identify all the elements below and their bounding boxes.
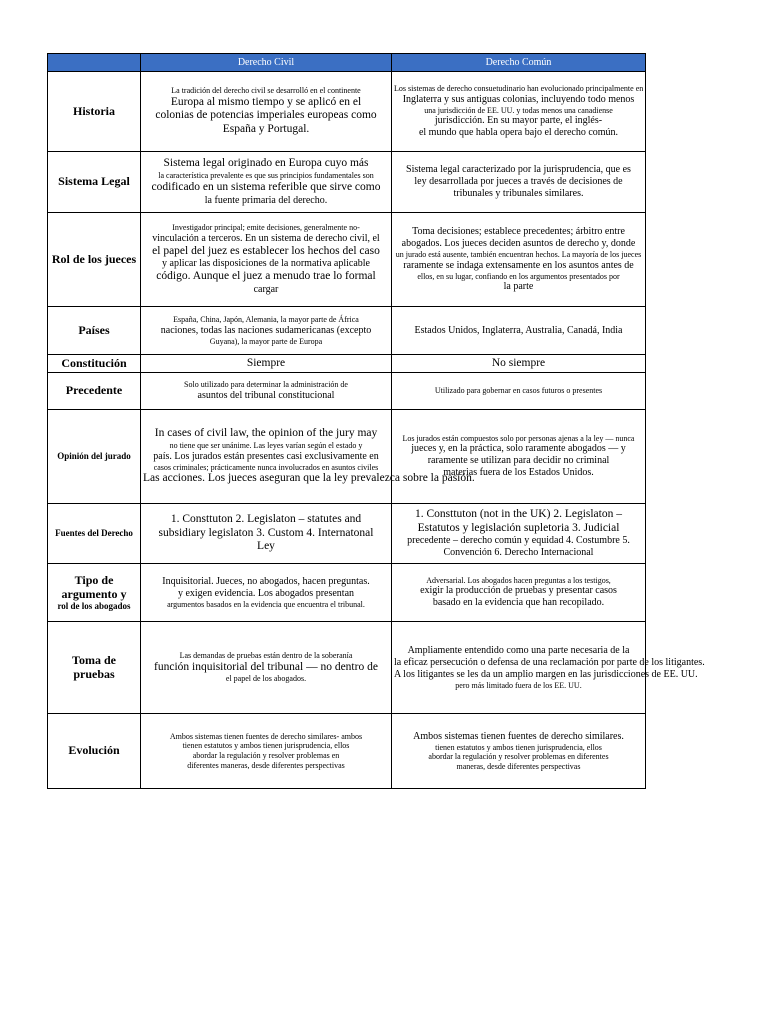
text-line: Los jurados están compuestos solo por personas ajenas a la ley — nunca (402, 433, 635, 443)
text-line: la característica prevalente es que sus principios fundamentales son (158, 171, 374, 181)
comun-cell-tipo-de-argumento (392, 564, 646, 622)
text-line: precedente – derecho común y equidad 4. Costumbre 5. (407, 535, 630, 547)
row-tipo-de-argumento (48, 564, 646, 622)
text-line: basado en la evidencia que han recopilado. (432, 597, 605, 609)
civil-cell-precedente (141, 373, 392, 410)
text-line: subsidiary legislaton 3. Custom 4. Internatonal (158, 526, 374, 539)
text-line: Convención 6. Derecho Internacional (443, 547, 594, 559)
text-line: rol de los abogados (57, 601, 131, 612)
text-line: Europa al mismo tiempo y se aplicó en el (170, 95, 362, 108)
row-sistema-legal (48, 152, 646, 213)
text-line: Siempre (246, 356, 286, 369)
text-line: In cases of civil law, the opinion of the jury may (154, 427, 378, 440)
text-line: Inglaterra y sus antiguas colonias, incluyendo todo menos (402, 93, 635, 105)
row-constitucion (48, 355, 646, 373)
text-line: tribunales y tribunales similares. (453, 188, 584, 199)
text-line: la eficaz persecución o defensa de una reclamación por parte de los litigantes. (394, 656, 705, 668)
text-line: Las acciones. Los jueces aseguran que la ley prevalezca sobre la pasión. (143, 472, 475, 485)
text-line: Sistema legal caracterizado por la jurisprudencia, que es (406, 164, 631, 175)
comun-cell-toma-de-pruebas (392, 622, 705, 714)
comun-cell-paises (392, 307, 646, 355)
comun-cell-evolucion (392, 714, 646, 789)
civil-cell-opinion-del-jurado (141, 410, 475, 504)
text-line: pero más limitado fuera de los EE. UU. (455, 680, 582, 690)
text-line: España y Portugal. (222, 123, 310, 136)
row-precedente (48, 373, 646, 410)
text-line: La tradición del derecho civil se desarrolló en el continente (171, 86, 361, 95)
text-line: raramente se indaga extensamente en los asuntos antes de (403, 259, 634, 271)
text-line: A los litigantes se les da un amplio margen en las jurisdicciones de EE. UU. (394, 668, 698, 680)
comun-cell-fuentes-del-derecho (392, 504, 646, 564)
text-line: la parte (503, 281, 534, 293)
civil-cell-toma-de-pruebas (141, 622, 392, 714)
comun-cell-opinion-del-jurado (392, 410, 646, 504)
text-line: Sistema legal originado en Europa cuyo más (163, 157, 369, 170)
row-fuentes-del-derecho (48, 504, 646, 564)
row-label-evolucion: Evolución (48, 714, 141, 789)
text-line: cargar (253, 284, 279, 296)
civil-cell-paises (141, 307, 392, 355)
comun-cell-sistema-legal (392, 152, 646, 213)
text-line: tienen estatutos y ambos tienen jurisprudencia, ellos (182, 741, 350, 751)
comun-cell-precedente (392, 373, 646, 410)
text-line: Adversarial. Los abogados hacen preguntas a los testigos, (426, 575, 611, 585)
text-line: Los sistemas de derecho consuetudinario han evolucionado principalmente en (394, 83, 644, 93)
row-label-tipo-de-argumento (48, 564, 141, 622)
text-line: colonias de potencias imperiales europeas como (155, 109, 377, 122)
row-label-opinion-del-jurado: Opinión del jurado (48, 410, 141, 504)
civil-cell-evolucion (141, 714, 392, 789)
text-line: materias fuera de los Estados Unidos. (443, 467, 594, 479)
row-label-constitucion: Constitución (48, 355, 141, 373)
text-line: función inquisitorial del tribunal — no dentro de (154, 660, 378, 673)
header-derecho-comun: Derecho Común (392, 54, 646, 72)
text-line: 1. Consttuton 2. Legislaton – statutes and (170, 512, 362, 525)
civil-cell-historia (141, 72, 392, 152)
row-toma-de-pruebas (48, 622, 646, 714)
text-line: y aplicar las disposiciones de la normativa aplicable (162, 258, 370, 270)
text-line: naciones, todas las naciones sudamericanas (excepto (160, 324, 372, 336)
text-line: Ley (257, 540, 275, 553)
text-line: No siempre (491, 356, 546, 369)
text-line: país. Los jurados están presentes casi exclusivamente en (153, 450, 379, 462)
row-label-fuentes-del-derecho: Fuentes del Derecho (48, 504, 141, 564)
text-line: Guyana), la mayor parte de Europa (209, 336, 323, 346)
text-line: el papel del juez es establecer los hechos del caso (152, 244, 380, 257)
text-line: vinculación a terceros. En un sistema de derecho civil, el (152, 232, 380, 244)
civil-cell-fuentes-del-derecho (141, 504, 392, 564)
text-line: Ampliamente entendido como una parte necesaria de la (407, 644, 630, 656)
header-derecho-civil: Derecho Civil (141, 54, 392, 72)
text-line: no tiene que ser unánime. Las leyes varían según el estado y (169, 440, 363, 450)
civil-cell-sistema-legal (141, 152, 392, 213)
text-line: exigir la producción de pruebas y presentar casos (420, 585, 617, 597)
text-line: tienen estatutos y ambos tienen jurisprudencia, ellos (435, 742, 602, 752)
row-label-historia: Historia (48, 72, 141, 152)
text-line: Las demandas de pruebas están dentro de la soberanía (179, 651, 353, 660)
row-rol-de-los-jueces (48, 213, 646, 307)
text-line: 1. Consttuton (not in the UK) 2. Legislaton – (415, 507, 622, 520)
text-line: código. Aunque el juez a menudo trae lo formal (156, 270, 376, 283)
row-label-rol-de-los-jueces: Rol de los jueces (48, 213, 141, 307)
text-line: Inquisitorial. Jueces, no abogados, hacen preguntas. (162, 575, 370, 587)
text-line: Estatutos y legislación supletoria 3. Judicial (417, 521, 620, 534)
text-line: codificado en un sistema referible que sirve como (151, 180, 381, 193)
row-label-sistema-legal: Sistema Legal (48, 152, 141, 213)
row-label-toma-de-pruebas: Toma de pruebas (48, 622, 141, 714)
text-line: España, China, Japón, Alemania, la mayor parte de África (173, 314, 359, 324)
text-line: abordar la regulación y resolver problemas en (192, 751, 340, 760)
text-line: Solo utilizado para determinar la administración de (184, 380, 348, 390)
text-line: Estados Unidos, Inglaterra, Australia, Canadá, India (414, 324, 623, 336)
text-line: diferentes maneras, desde diferentes perspectivas (187, 760, 345, 770)
text-line: abordar la regulación y resolver problemas en diferentes (428, 752, 609, 762)
text-line: maneras, desde diferentes perspectivas (456, 761, 581, 771)
text-line: el papel de los abogados. (225, 674, 307, 684)
comun-cell-constitucion (392, 355, 646, 373)
text-line: una jurisdicción de EE. UU. y todas menos una canadiense (424, 105, 613, 115)
text-line: casos criminales; prácticamente nunca involucrados en asuntos civiles (153, 462, 379, 472)
text-line: Ambos sistemas tienen fuentes de derecho similares. (413, 730, 624, 742)
text-line: Utilizado para gobernar en casos futuros o presentes (434, 386, 603, 396)
text-line: la fuente primaria del derecho. (204, 194, 328, 206)
row-paises (48, 307, 646, 355)
text-line: un jurado está ausente, también encuentran hechos. La mayoría de los jueces (395, 249, 642, 259)
text-line: Investigador principal; emite decisiones, generalmente no- (172, 222, 360, 232)
row-opinion-del-jurado (48, 410, 646, 504)
text-line: Tipo de (74, 572, 114, 587)
text-line: jurisdicción. En su mayor parte, el inglés- (434, 115, 603, 127)
text-line: raramente se utilizan para decidir no criminal (427, 455, 610, 467)
text-line: jueces y, en la práctica, solo raramente abogados — y (411, 443, 626, 455)
text-line: asuntos del tribunal constitucional (197, 389, 335, 401)
row-label-paises: Países (48, 307, 141, 355)
text-line: argumentos basados en la evidencia que encuentra el tribunal. (167, 599, 365, 609)
text-line: Toma decisiones; establece precedentes; árbitro entre (412, 225, 625, 237)
text-line: y exigen evidencia. Los abogados presentan (177, 587, 355, 599)
header-row (48, 54, 646, 72)
text-line: ellos, en su lugar, confiando en los argumentos presentados por (417, 271, 620, 281)
text-line: ley desarrollada por jueces a través de decisiones de (414, 176, 623, 187)
text-line: argumento y (61, 587, 127, 602)
civil-cell-rol-de-los-jueces (141, 213, 392, 307)
civil-cell-constitucion (141, 355, 392, 373)
comparison-table (47, 53, 705, 789)
row-historia (48, 72, 646, 152)
text-line: Ambos sistemas tienen fuentes de derecho similares- ambos (169, 731, 363, 741)
text-line: abogados. Los jueces deciden asuntos de derecho y, donde (401, 237, 636, 249)
row-evolucion (48, 714, 646, 789)
comun-cell-rol-de-los-jueces (392, 213, 646, 307)
civil-cell-tipo-de-argumento (141, 564, 392, 622)
header-empty-cell (48, 54, 141, 72)
comun-cell-historia (392, 72, 646, 152)
row-label-precedente: Precedente (48, 373, 141, 410)
text-line: el mundo que habla opera bajo el derecho común. (418, 127, 619, 139)
